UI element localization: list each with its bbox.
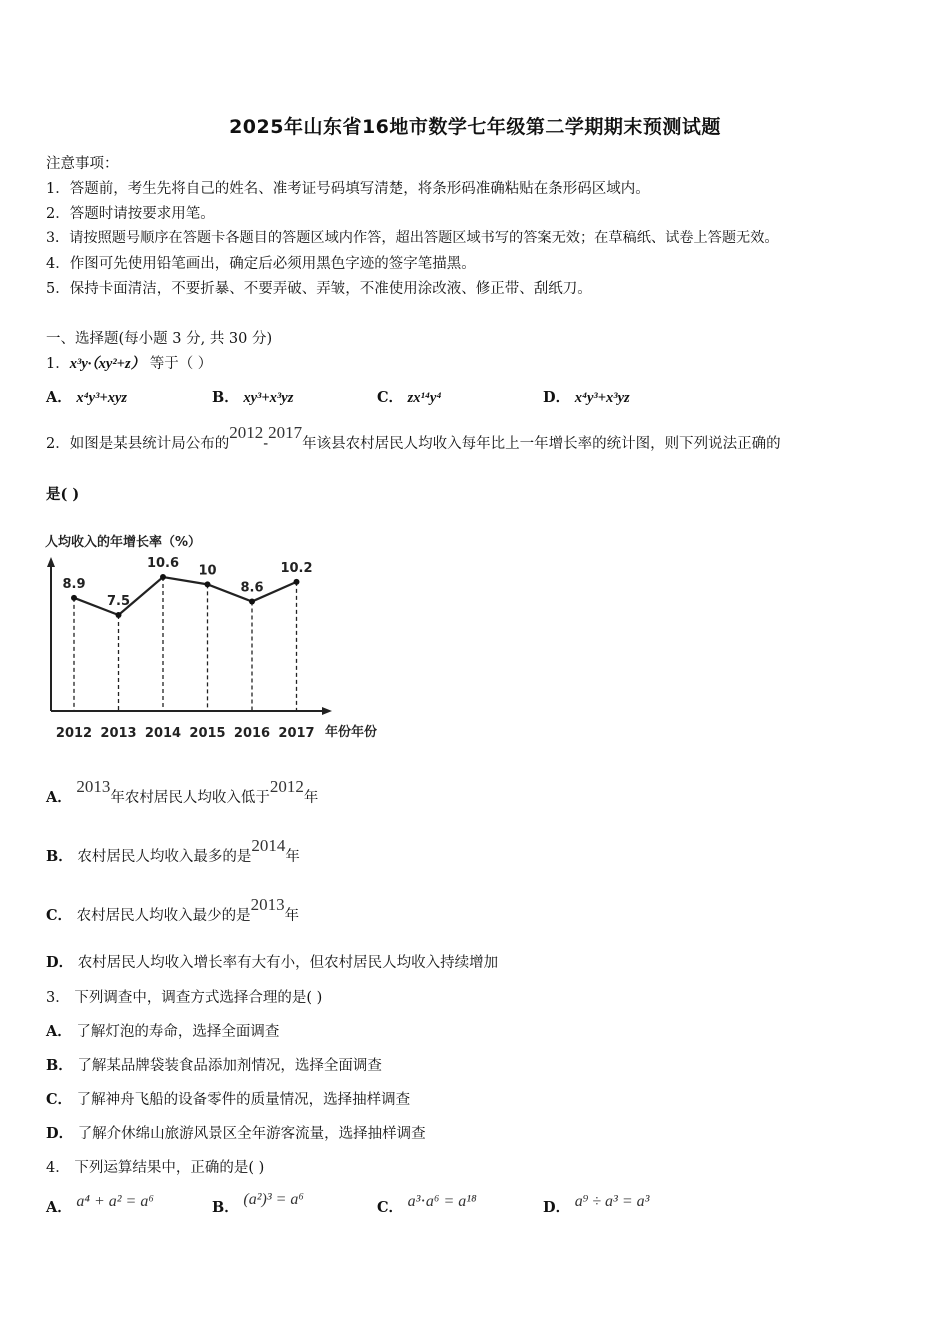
notice-item: 5．保持卡面清洁，不要折暴、不要弄破、弄皱，不准使用涂改液、修正带、刮纸刀。 bbox=[46, 281, 592, 297]
option-a[interactable]: A． 了解灯泡的寿命，选择全面调查 bbox=[46, 1023, 280, 1040]
value-label: 10 bbox=[198, 563, 217, 579]
option-c[interactable]: C． 了解神舟飞船的设备零件的质量情况，选择抽样调查 bbox=[46, 1091, 411, 1108]
data-point bbox=[71, 595, 77, 601]
option-a[interactable]: A． a⁴ + a² = a⁶ bbox=[46, 1193, 154, 1216]
x-axis-label: 年份年份 bbox=[325, 725, 378, 740]
value-label: 8.9 bbox=[62, 576, 86, 592]
x-tick-label: 2015 bbox=[189, 726, 226, 741]
question-2-cont: 是( ) bbox=[46, 486, 80, 503]
question-3: 3． 下列调查中，调查方式选择合理的是( ) bbox=[46, 990, 323, 1006]
option-d[interactable]: D． 农村居民人均收入增长率有大有小，但农村居民人均收入持续增加 bbox=[46, 954, 499, 971]
year-label: 2012 bbox=[229, 423, 264, 442]
question-4: 4． 下列运算结果中，正确的是( ) bbox=[46, 1160, 265, 1176]
question-math: x³y·（xy²+z） bbox=[69, 356, 146, 372]
data-point bbox=[116, 612, 122, 618]
option-d[interactable]: D． 了解介休绵山旅游风景区全年游客流量，选择抽样调查 bbox=[46, 1125, 426, 1142]
question-1 bbox=[46, 352, 212, 373]
value-label: 7.5 bbox=[106, 594, 131, 609]
option-c[interactable]: C． 农村居民人均收入最少的是2013年 bbox=[46, 895, 300, 924]
data-point bbox=[294, 579, 300, 585]
x-tick-label: 2013 bbox=[100, 726, 137, 741]
option-d[interactable]: D． x⁴y³+x³yz bbox=[543, 389, 630, 406]
x-tick-label: 2016 bbox=[233, 726, 271, 741]
notice-item: 2．答题时请按要求用笔。 bbox=[46, 206, 215, 222]
notice-item: 1．答题前，考生先将自己的姓名、准考证号码填写清楚，将条形码准确粘贴在条形码区域内。 bbox=[46, 181, 650, 197]
data-point bbox=[205, 581, 211, 587]
page-title: 2025年山东省16地市数学七年级第二学期期末预测试题 bbox=[229, 116, 721, 138]
year-label: 2017 bbox=[268, 423, 303, 442]
question-2: 2．如图是某县统计局公布的2012-2017年该县农村居民人均收入每年比上一年增长率的统计图，则下列说法正确的 bbox=[46, 423, 781, 452]
option-a[interactable]: A． x⁴y³+xyz bbox=[46, 389, 128, 406]
notice-item: 4．作图可先使用铅笔画出，确定后必须用黑色字迹的签字笔描黑。 bbox=[46, 256, 476, 272]
notice-heading: 注意事项： bbox=[46, 156, 119, 172]
option-b[interactable]: B． 了解某品牌袋装食品添加剂情况，选择全面调查 bbox=[46, 1057, 382, 1074]
x-tick-label: 2012 bbox=[55, 726, 93, 741]
value-label: 10.2 bbox=[280, 560, 313, 576]
option-d[interactable]: D． a⁹ ÷ a³ = a³ bbox=[543, 1193, 650, 1216]
chart-title: 人均收入的年增长率（%） bbox=[45, 535, 202, 550]
value-labels bbox=[62, 556, 312, 609]
section-heading: 一、选择题(每小题 3 分, 共 30 分) bbox=[46, 331, 273, 347]
value-label: 8.6 bbox=[240, 580, 264, 596]
x-tick-label: 2017 bbox=[278, 726, 315, 741]
question-text: 等于（ ） bbox=[149, 356, 213, 372]
option-c[interactable]: C． a³⋅a⁶ = a¹⁸ bbox=[377, 1193, 477, 1216]
growth-rate-chart bbox=[40, 528, 400, 743]
option-b[interactable]: B． 农村居民人均收入最多的是2014年 bbox=[46, 836, 300, 865]
option-b[interactable]: B． xy³+x³yz bbox=[212, 389, 294, 406]
question-number: 1． bbox=[46, 356, 70, 372]
notice-item: 3．请按照题号顺序在答题卡各题目的答题区域内作答，超出答题区域书写的答案无效；在草稿纸、试卷上答题无效。 bbox=[46, 230, 779, 246]
x-tick-label: 2014 bbox=[144, 726, 182, 741]
option-c[interactable]: C． zx¹⁴y⁴ bbox=[377, 389, 442, 406]
data-point bbox=[249, 599, 255, 605]
x-tick-labels bbox=[56, 726, 315, 741]
option-a[interactable]: A． 2013年农村居民人均收入低于2012年 bbox=[46, 777, 319, 806]
data-point bbox=[160, 574, 166, 580]
value-label: 10.6 bbox=[146, 556, 180, 571]
option-b[interactable]: B． (a²)³ = a⁶ bbox=[212, 1191, 304, 1216]
